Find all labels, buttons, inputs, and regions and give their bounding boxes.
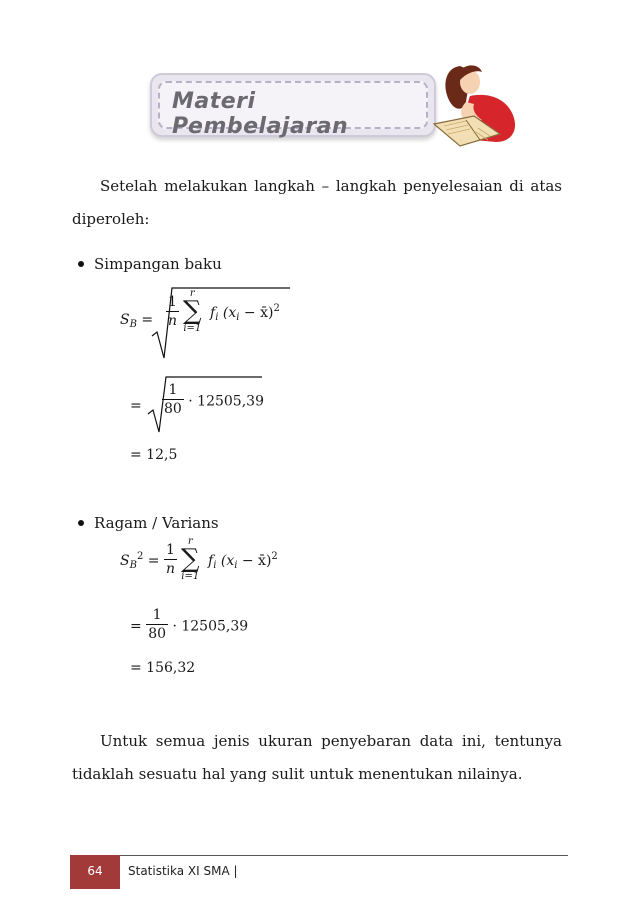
footer-rule xyxy=(70,855,568,856)
bullet-dot xyxy=(78,261,84,267)
page-number: 64 xyxy=(87,864,103,878)
sd-formula-radicand: $\frac{1}{n}$ r ∑ i=1 $f_i$ ($x_i$ − x̄)$^2$ xyxy=(168,288,280,334)
bullet-label: Simpangan baku xyxy=(94,255,222,273)
sd-step-radicand: $\frac{1}{80}$ · 12505,39 xyxy=(164,382,264,417)
closing-paragraph: Untuk semua jenis ukuran penyebaran data ini, tentunya tidaklah sesuatu hal yang sulit untuk menentukan nilainya. xyxy=(72,732,562,783)
sd-step-equals: = xyxy=(130,398,142,414)
sd-result: = 12,5 xyxy=(130,447,178,463)
footer-book-title: Statistika XI SMA | xyxy=(128,864,238,878)
banner-title: Materi Pembelajaran xyxy=(172,89,349,139)
bullet-standard-deviation xyxy=(78,255,222,273)
bullet-label: Ragam / Varians xyxy=(94,514,219,532)
variance-result: = 156,32 xyxy=(130,660,196,676)
intro-paragraph: Setelah melakukan langkah – langkah penyelesaian di atas diperoleh: xyxy=(72,177,562,228)
sd-formula-lhs: $S_B$ = xyxy=(120,312,154,330)
bullet-dot xyxy=(78,520,84,526)
bullet-variance xyxy=(78,514,219,532)
reading-girl-illustration xyxy=(430,58,526,154)
variance-step: = $\frac{1}{80}$ · 12505,39 xyxy=(130,607,249,642)
variance-formula: $S_B^2$ = $\frac{1}{n}$ r ∑ i=1 $f_i$ ($x_i$ − x̄)$^2$ xyxy=(120,536,278,582)
section-banner xyxy=(150,73,436,137)
